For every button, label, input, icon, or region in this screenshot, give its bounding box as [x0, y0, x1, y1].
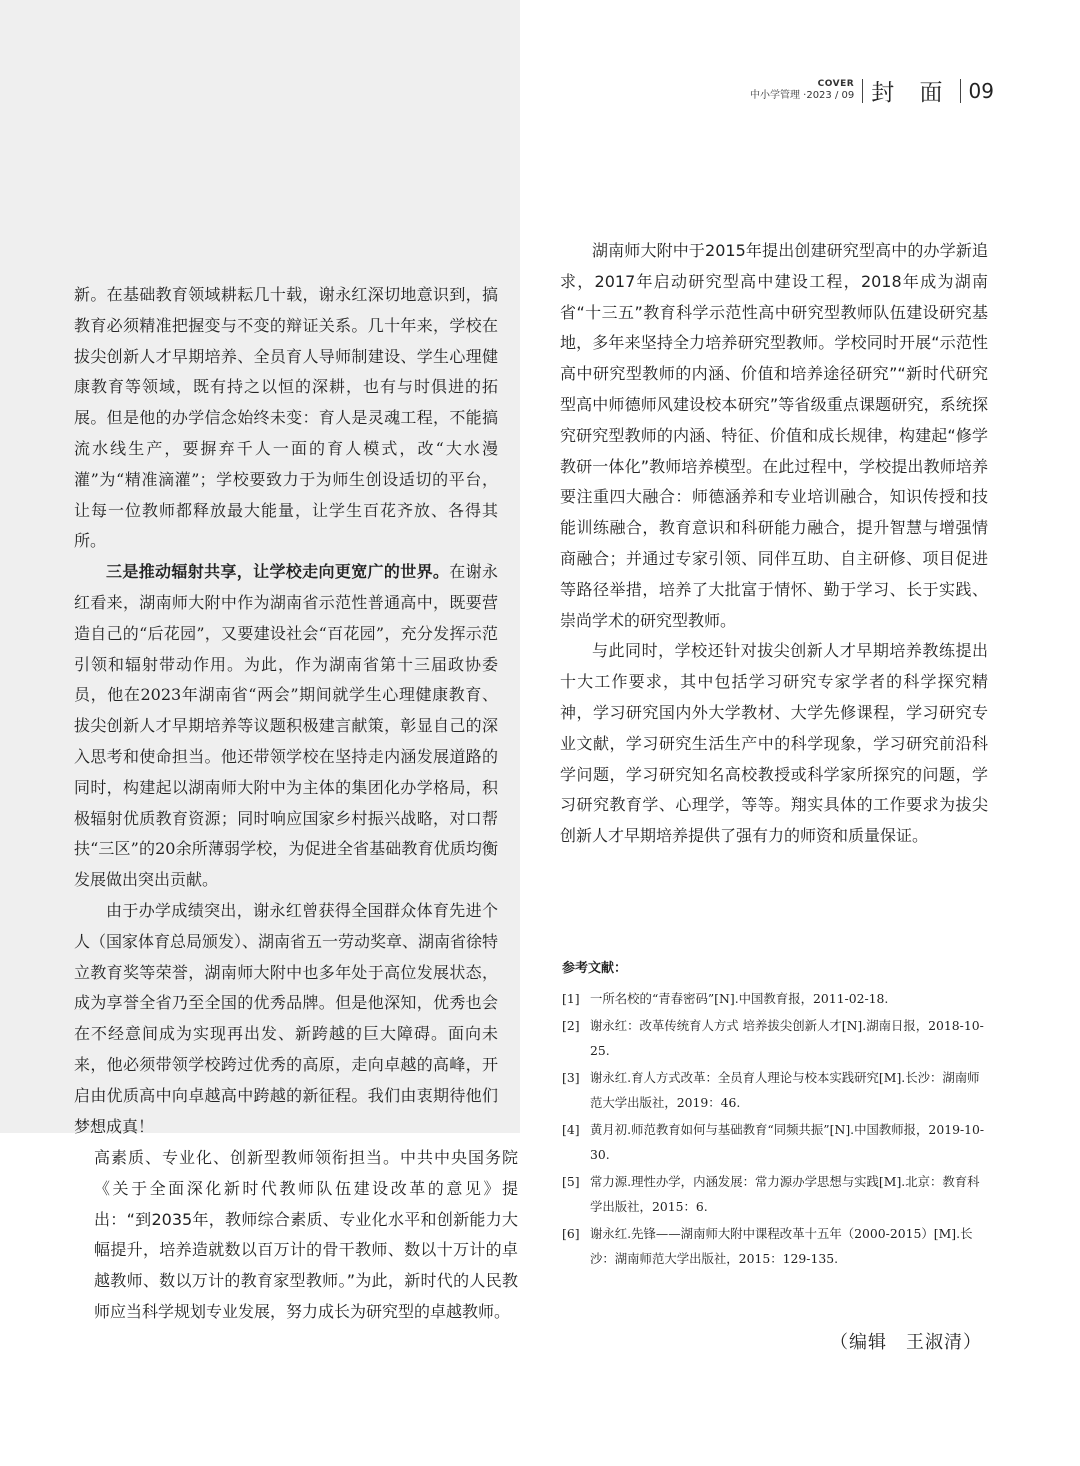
- references: [562, 957, 990, 1273]
- reference-text: 谢永红.先锋——湖南师大附中课程改革十五年（2000-2015）[M].长沙：湖南师范大学出版社，2015：129-135.: [590, 1226, 973, 1266]
- header-meta: [750, 80, 854, 101]
- left-paragraph-1: 新。在基础教育领域耕耘几十载，谢永红深切地意识到，搞教育必须精准把握变与不变的辩证关系。几十年来，学校在拔尖创新人才早期培养、全员育人导师制建设、学生心理健康教育等领域，既有持之以恒的深耕，也有与时俱进的拓展。但是他的办学信念始终未变：育人是灵魂工程，不能搞流水线生产，要摒弃千人一面的育人模式，改“大水漫灌”为“精准滴灌”；学校要致力于为师生创设适切的平台，让每一位教师都释放最大能量，让学生百花齐放、各得其所。: [74, 285, 498, 551]
- reference-item: [562, 1169, 990, 1219]
- header-section-title: 封 面: [871, 80, 952, 106]
- reference-item: [562, 1065, 990, 1115]
- left-paragraph-2-body: 在谢永红看来，湖南师大附中作为湖南省示范性普通高中，既要营造自己的“后花园”，又要建设社会“百花园”，充分发挥示范引领和辐射带动作用。为此，作为湖南省第十三届政协委员，他在2023年湖南省“两会”期间就学生心理健康教育、拔尖创新人才早期培养等议题积极建言献策，彰显自己的深入思考和使命担当。他还带领学校在坚持走内涵发展道路的同时，构建起以湖南师大附中为主体的集团化办学格局，积极辐射优质教育资源；同时响应国家乡村振兴战略，对口帮扶“三区”的20余所薄弱学校，为促进全省基础教育优质均衡发展做出突出贡献。: [74, 562, 498, 890]
- left-paragraph-2-lead: 三是推动辐射共享，让学校走向更宽广的世界。: [106, 562, 450, 582]
- reference-item: [562, 1117, 990, 1167]
- reference-text: 一所名校的“青春密码”[N].中国教育报，2011-02-18.: [590, 991, 889, 1006]
- right-column: [560, 236, 988, 852]
- reference-item: [562, 1221, 990, 1271]
- references-title: 参考文献：: [562, 961, 628, 976]
- header-cover-label: COVER: [817, 79, 855, 89]
- reference-number: [6]: [562, 1226, 580, 1241]
- left-paragraph-4: 高素质、专业化、创新型教师领衔担当。中共中央国务院《关于全面深化新时代教师队伍建设改革的意见》提出：“到2035年，教师综合素质、专业化水平和创新能力大幅提升，培养造就数以百万计的骨干教师、数以十万计的卓越教师、数以万计的教育家型教师。”为此，新时代的人民教师应当科学规划专业发展，努力成长为研究型的卓越教师。: [94, 1148, 518, 1321]
- reference-number: [4]: [562, 1122, 580, 1137]
- left-bottom-column: [94, 1143, 518, 1328]
- reference-number: [2]: [562, 1018, 580, 1033]
- page-header: [750, 74, 994, 107]
- header-divider: [960, 79, 961, 103]
- right-paragraph-1: 湖南师大附中于2015年提出创建研究型高中的办学新追求，2017年启动研究型高中建设工程，2018年成为湖南省“十三五”教育科学示范性高中研究型教师队伍建设研究基地，多年来坚持全力培养研究型教师。学校同时开展“示范性高中研究型教师的内涵、价值和培养途径研究”“新时代研究型高中师德师风建设校本研究”等省级重点课题研究，系统探究研究型教师的内涵、特征、价值和成长规律，构建起“修学教研一体化”教师培养模型。在此过程中，学校提出教师培养要注重四大融合：师德涵养和专业培训融合，知识传授和技能训练融合，教育意识和科研能力融合，提升智慧与增强情商融合；并通过专家引领、同伴互助、自主研修、项目促进等路径举措，培养了大批富于情怀、勤于学习、长于实践、崇尚学术的研究型教师。: [560, 241, 988, 630]
- header-divider: [862, 79, 863, 103]
- header-issue: 中小学管理 ·2023 / 09: [749, 90, 855, 101]
- reference-item: [562, 1013, 990, 1063]
- reference-text: 常力源.理性办学，内涵发展：常力源办学思想与实践[M].北京：教育科学出版社，2015：6.: [590, 1174, 980, 1214]
- left-paragraph-3: 由于办学成绩突出，谢永红曾获得全国群众体育先进个人（国家体育总局颁发）、湖南省五一劳动奖章、湖南省徐特立教育奖等荣誉，湖南师大附中也多年处于高位发展状态，成为享誉全省乃至全国的优秀品牌。但是他深知，优秀也会在不经意间成为实现再出发、新跨越的巨大障碍。面向未来，他必须带领学校跨过优秀的高原，走向卓越的高峰，开启由优质高中向卓越高中跨越的新征程。我们由衷期待他们梦想成真！: [74, 900, 499, 1136]
- left-column: [74, 280, 498, 1142]
- reference-number: [5]: [562, 1174, 580, 1189]
- right-paragraph-2: 与此同时，学校还针对拔尖创新人才早期培养教练提出十大工作要求，其中包括学习研究专家学者的科学探究精神，学习研究国内外大学教材、大学先修课程，学习研究专业文献，学习研究生活生产中的科学现象，学习研究前沿科学问题，学习研究知名高校教授或科学家所探究的问题，学习研究教育学、心理学，等等。翔实具体的工作要求为拔尖创新人才早期培养提供了强有力的师资和质量保证。: [560, 641, 988, 846]
- left-paragraph-2: [74, 557, 498, 896]
- editor-credit: （编辑 王淑清）: [830, 1332, 982, 1353]
- reference-text: 黄月初.师范教育如何与基础教育“同频共振”[N].中国教师报，2019-10-30.: [590, 1122, 985, 1162]
- page-number: 09: [968, 78, 994, 103]
- reference-item: [562, 986, 990, 1011]
- reference-text: 谢永红.育人方式改革：全员育人理论与校本实践研究[M].长沙：湖南师范大学出版社，2019：46.: [590, 1070, 980, 1110]
- reference-number: [1]: [562, 991, 580, 1006]
- reference-text: 谢永红：改革传统育人方式 培养拔尖创新人才[N].湖南日报，2018-10-25.: [590, 1018, 984, 1058]
- reference-number: [3]: [562, 1070, 580, 1085]
